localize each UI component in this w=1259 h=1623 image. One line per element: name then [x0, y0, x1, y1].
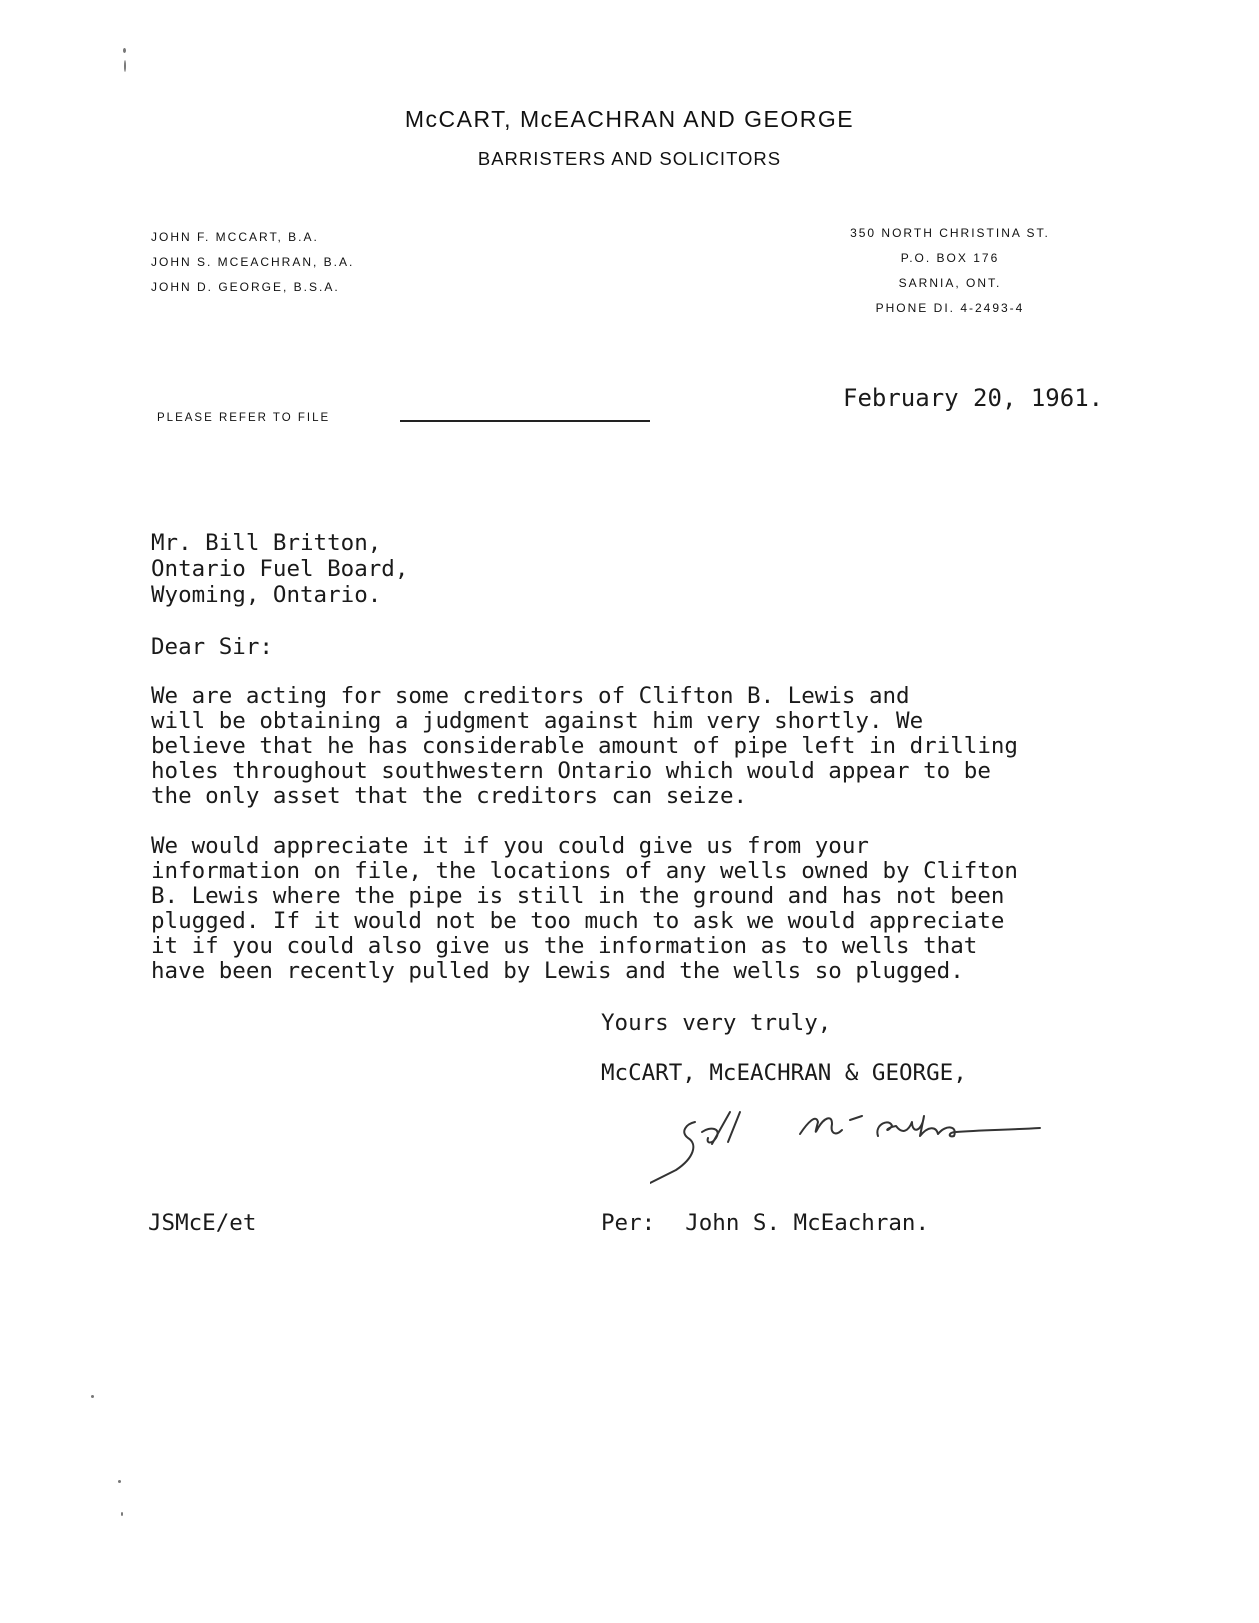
address-phone: PHONE DI. 4-2493-4 — [875, 301, 1025, 315]
per-label: Per: — [601, 1210, 656, 1236]
recipient-address — [151, 530, 408, 608]
partner-list — [151, 230, 354, 305]
typist-initials: JSMcE/et — [148, 1210, 257, 1236]
firm-address — [810, 226, 1090, 326]
scan-speck — [123, 48, 126, 53]
body-paragraph: We would appreciate it if you could give us from your information on file, the locations of any wells owned by Clifton B. Lewis where the pipe is still in the ground and has not been plugged. If it would not be too much to ask we would appreciate it if you could also give us the information as to wells that have been recently pulled by Lewis and the wells so plugged. — [151, 833, 1018, 984]
refer-to-file-label: PLEASE REFER TO FILE — [157, 412, 331, 424]
recipient-line: Wyoming, Ontario. — [151, 582, 382, 608]
body-paragraph: We are acting for some creditors of Clifton B. Lewis and will be obtaining a judgment against him very shortly. We believe that he has considerable amount of pipe left in drilling holes throughout southwestern Ontario which would appear to be the only asset that the creditors can seize. — [151, 683, 1018, 809]
firm-signature-line: McCART, McEACHRAN & GEORGE, — [601, 1060, 967, 1086]
refer-to-file-line — [400, 420, 650, 422]
recipient-line: Ontario Fuel Board, — [151, 556, 409, 582]
per-signatory — [601, 1210, 929, 1236]
salutation: Dear Sir: — [151, 634, 273, 660]
scan-speck — [118, 1480, 121, 1483]
firm-name: McCART, McEACHRAN AND GEORGE — [404, 106, 855, 132]
recipient-line: Mr. Bill Britton, — [151, 530, 382, 556]
address-street: 350 NORTH CHRISTINA ST. — [850, 226, 1050, 240]
partner-name: JOHN F. MCCART, B.A. — [151, 230, 319, 244]
scan-speck — [91, 1395, 94, 1398]
signatory-name: John S. McEachran. — [685, 1210, 930, 1236]
handwritten-signature — [650, 1108, 1060, 1188]
address-city: SARNIA, ONT. — [898, 276, 1002, 290]
scan-speck — [124, 60, 126, 72]
address-box: P.O. BOX 176 — [900, 251, 1000, 265]
scan-speck — [121, 1512, 123, 1516]
firm-subtitle: BARRISTERS AND SOLICITORS — [477, 148, 782, 169]
letter-date: February 20, 1961. — [843, 384, 1104, 412]
closing: Yours very truly, — [601, 1010, 832, 1036]
partner-name: JOHN D. GEORGE, B.S.A. — [151, 280, 340, 294]
partner-name: JOHN S. MCEACHRAN, B.A. — [151, 255, 355, 269]
